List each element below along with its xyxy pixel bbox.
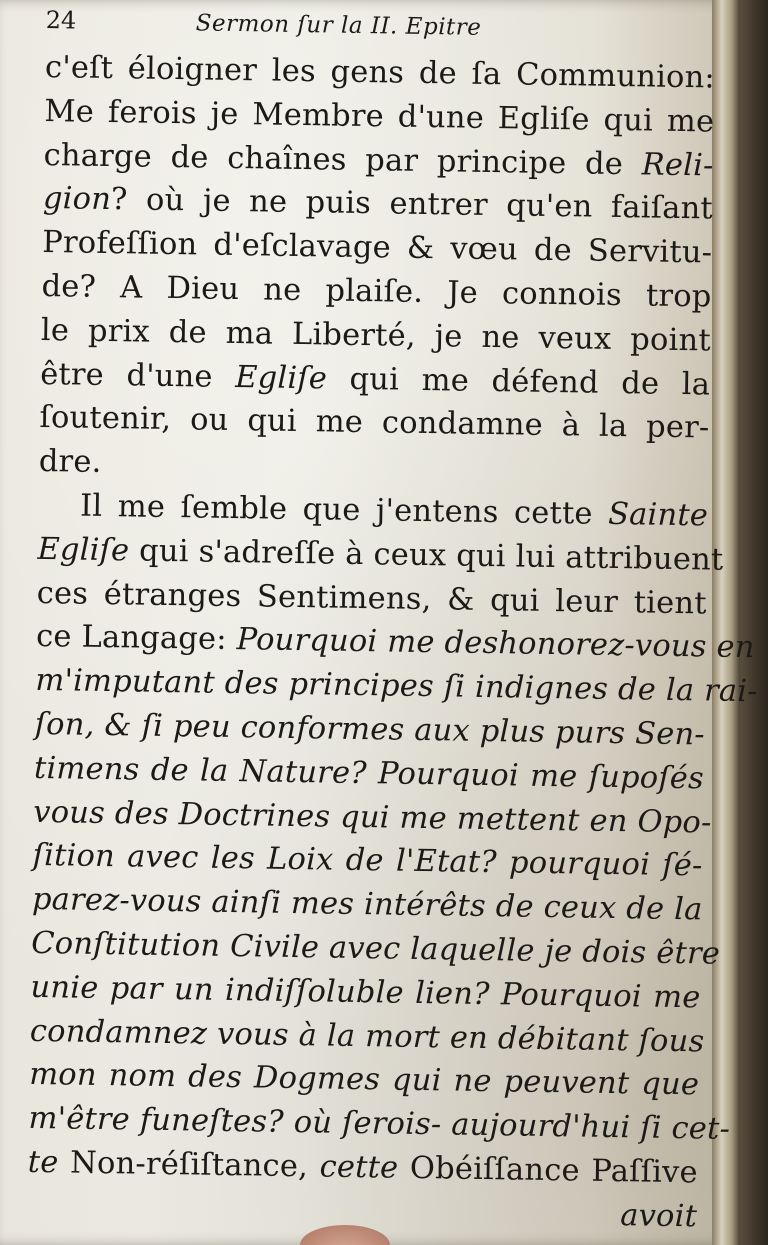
text-run: te bbox=[27, 1144, 59, 1181]
text-run: ces étranges Sentimens, & qui leur tient bbox=[36, 575, 707, 622]
text-run: Sainte bbox=[607, 496, 709, 534]
text-run: être d'une bbox=[39, 356, 236, 395]
text-run: Egliſe bbox=[37, 531, 130, 569]
text-run: m'imputant des principes ſi indignes de la rai- bbox=[35, 663, 759, 710]
text-run: timens de la Nature? Pourquoi me ſupoſés bbox=[33, 750, 705, 797]
text-run: vous des Doctrines qui me mettent en Opo- bbox=[33, 794, 712, 841]
text-run: de? A Dieu ne plaiſe. Je connois trop bbox=[41, 268, 712, 315]
paragraph-1 bbox=[38, 46, 715, 494]
catchword: avoit bbox=[620, 1197, 698, 1235]
text-run: ſoutenir, ou qui me condamne à la per- bbox=[39, 400, 710, 446]
text-run: c'eſt éloigner les gens de ſa Communion: bbox=[44, 49, 716, 96]
paragraph-2 bbox=[27, 484, 759, 1195]
page-text bbox=[27, 6, 759, 1239]
text-run: dre. bbox=[38, 444, 102, 481]
text-run: Egliſe bbox=[234, 359, 328, 397]
text-run: ? où je ne puis entrer qu'en faiſant bbox=[110, 182, 714, 227]
text-run: cette bbox=[319, 1149, 399, 1186]
text-run: ſon, & ſi peu conformes aux plus purs Sen- bbox=[34, 706, 706, 753]
text-run: qui s'adreſſe à ceux qui lui attribuent bbox=[129, 533, 724, 578]
text-run: Obéiſſance Paſſive bbox=[398, 1150, 699, 1191]
text-run: Reli- bbox=[641, 146, 714, 184]
text-run: Non-réſiſtance, bbox=[58, 1145, 320, 1185]
text-run: condamnez vous à la mort en débitant ſous bbox=[29, 1013, 705, 1059]
text-run: Conſtitution Civile avec laquelle je dois être bbox=[31, 925, 721, 972]
text-run: parez-vous ainſi mes intérêts de ceux de la bbox=[31, 882, 703, 928]
page-number: 24 bbox=[45, 6, 77, 35]
text-run: mon nom des Dogmes qui ne peuvent que bbox=[28, 1057, 700, 1103]
text-run: ce Langage: bbox=[35, 619, 237, 658]
text-run: Il me ſemble que j'entens cette bbox=[79, 488, 609, 532]
text-run: le prix de ma Liberté, je ne veux point bbox=[40, 312, 712, 359]
text-run: Me ferois je Membre d'une Egliſe qui me bbox=[44, 93, 715, 140]
text-run: ſition avec les Loix de l'Etat? pourquoi ſé- bbox=[32, 838, 703, 884]
text-run: Profeſſion d'eſclavage & vœu de Servitu- bbox=[42, 225, 713, 271]
text-run: unie par un indiſſoluble lien? Pourquoi me bbox=[30, 969, 701, 1016]
page-edge bbox=[712, 0, 740, 1245]
text-run: charge de chaînes par principe de bbox=[43, 137, 643, 182]
text-run: qui me défend de la bbox=[326, 361, 711, 403]
text-run: Pourquoi me deshonorez-vous en bbox=[236, 622, 755, 666]
text-run: m'être funeſtes? où ſerois- aujourd'hui ſi cet- bbox=[28, 1100, 731, 1148]
running-title: Sermon ſur la II. Epitre bbox=[195, 10, 482, 41]
text-run: gion bbox=[42, 181, 112, 218]
